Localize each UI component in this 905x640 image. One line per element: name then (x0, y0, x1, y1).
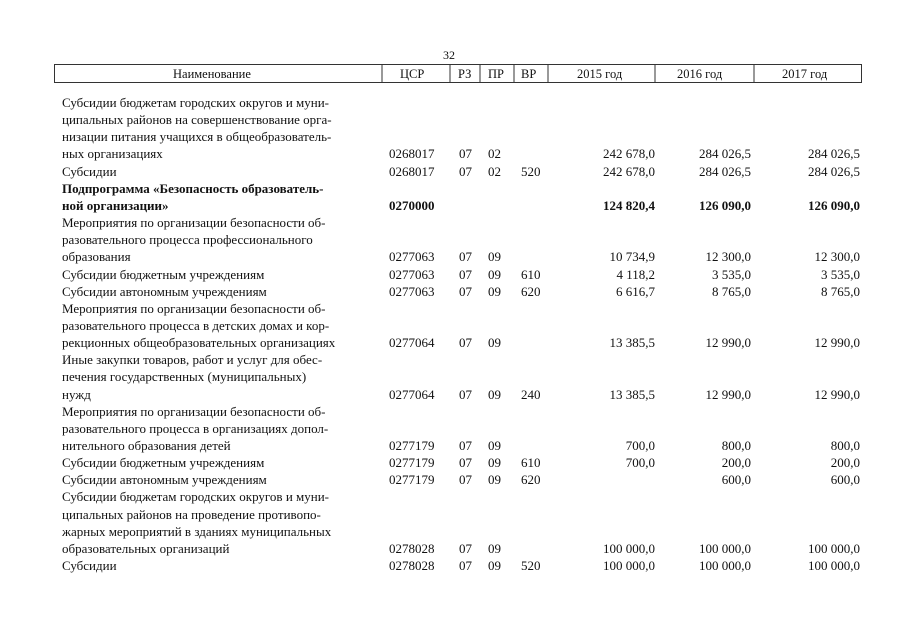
row-2017: 3 535,0 (821, 266, 860, 282)
row-rz: 07 (459, 558, 472, 574)
row-name: печения государственных (муниципальных) (62, 369, 307, 385)
table-row (0, 128, 905, 145)
table-row (0, 454, 905, 471)
row-rz: 07 (459, 540, 472, 556)
row-vr: 520 (521, 558, 541, 574)
table-row (0, 145, 905, 162)
row-2016: 12 300,0 (705, 249, 751, 265)
row-name: разовательного процесса в детских домах и кор- (62, 317, 330, 333)
table-row (0, 231, 905, 248)
row-csr: 0278028 (389, 540, 435, 556)
row-pr: 09 (488, 249, 501, 265)
row-2015: 13 385,5 (609, 335, 655, 351)
row-rz: 07 (459, 163, 472, 179)
table-row (0, 540, 905, 557)
row-pr: 09 (488, 266, 501, 282)
table-row (0, 351, 905, 368)
row-2016: 800,0 (721, 438, 751, 453)
row-pr: 09 (488, 472, 501, 488)
row-2017: 8 765,0 (821, 283, 860, 299)
row-2015: 124 820,4 (603, 197, 655, 213)
row-csr: 0277179 (389, 472, 435, 488)
row-csr: 0277064 (389, 335, 435, 351)
row-pr: 09 (488, 335, 501, 351)
row-2015: 100 000,0 (603, 558, 655, 574)
row-2017: 100 000,0 (808, 540, 860, 556)
row-2016: 200,0 (721, 455, 751, 471)
row-2016: 12 990,0 (705, 335, 751, 351)
row-name: разовательного процесса профессионального (62, 232, 313, 248)
row-name: Субсидии бюджетным учреждениям (62, 266, 265, 282)
row-name: нужд (62, 386, 91, 402)
row-rz: 07 (459, 146, 472, 162)
row-name: разовательного процесса в организациях допол- (62, 420, 329, 436)
header-name: Наименование (173, 67, 251, 81)
row-name: Субсидии автономным учреждениям (62, 472, 267, 488)
header-pr: ПР (488, 67, 504, 81)
table-row (0, 300, 905, 317)
row-2016: 284 026,5 (699, 163, 751, 179)
row-2016: 12 990,0 (705, 386, 751, 402)
table-row (0, 266, 905, 283)
row-2017: 12 990,0 (814, 335, 860, 351)
table-row (0, 111, 905, 128)
row-2015: 700,0 (625, 455, 655, 471)
row-2015: 6 616,7 (616, 283, 655, 299)
row-2017: 600,0 (830, 472, 860, 488)
row-name: Субсидии бюджетным учреждениям (62, 455, 265, 471)
row-2015: 242 678,0 (603, 163, 655, 179)
row-name: Субсидии (62, 558, 117, 574)
row-pr: 09 (488, 455, 501, 471)
row-rz: 07 (459, 266, 472, 282)
page-number: 32 (443, 48, 455, 62)
row-name: Субсидии бюджетам городских округов и муни- (62, 489, 330, 505)
row-2016: 100 000,0 (699, 540, 751, 556)
table-row (0, 334, 905, 351)
header-2017: 2017 год (782, 67, 828, 81)
row-2017: 126 090,0 (808, 197, 860, 213)
row-csr: 0268017 (389, 163, 435, 179)
row-csr: 0277179 (389, 438, 435, 453)
row-rz: 07 (459, 283, 472, 299)
row-csr: 0277063 (389, 283, 435, 299)
row-2016: 284 026,5 (699, 146, 751, 162)
table-row (0, 403, 905, 420)
table-row (0, 197, 905, 214)
row-2017: 100 000,0 (808, 558, 860, 574)
row-2015: 700,0 (625, 438, 655, 453)
row-pr: 09 (488, 283, 501, 299)
row-name: жарных мероприятий в зданиях муниципальных (62, 523, 332, 539)
table-row (0, 180, 905, 197)
row-2017: 800,0 (830, 438, 860, 453)
row-pr: 02 (488, 163, 501, 179)
row-2016: 8 765,0 (712, 283, 751, 299)
row-name: образовательных организаций (62, 540, 230, 556)
header-csr: ЦСР (400, 67, 425, 81)
row-2015: 10 734,9 (609, 249, 655, 265)
table-row (0, 214, 905, 231)
row-csr: 0277063 (389, 266, 435, 282)
row-rz: 07 (459, 472, 472, 488)
row-pr: 09 (488, 558, 501, 574)
row-vr: 610 (521, 266, 541, 282)
table-row (0, 248, 905, 265)
row-name: Мероприятия по организации безопасности об- (62, 215, 326, 231)
row-name: Субсидии (62, 163, 117, 179)
row-pr: 09 (488, 540, 501, 556)
row-name: Субсидии автономным учреждениям (62, 283, 267, 299)
table-row (0, 317, 905, 334)
table-row (0, 420, 905, 437)
table-header (54, 64, 862, 83)
row-name: ципальных районов на совершенствование орга- (62, 112, 332, 128)
row-vr: 610 (521, 455, 541, 471)
row-2015: 4 118,2 (616, 266, 655, 282)
row-vr: 620 (521, 472, 541, 488)
row-2017: 284 026,5 (808, 163, 860, 179)
row-csr: 0268017 (389, 146, 435, 162)
row-name: рекционных общеобразовательных организациях (62, 335, 336, 351)
table-row (0, 523, 905, 540)
row-rz: 07 (459, 386, 472, 402)
table-row (0, 471, 905, 488)
header-2015: 2015 год (577, 67, 623, 81)
table-row (0, 557, 905, 574)
row-csr: 0277064 (389, 386, 435, 402)
row-2015: 13 385,5 (609, 386, 655, 402)
row-2016: 126 090,0 (699, 197, 751, 213)
header-rz: РЗ (458, 67, 472, 81)
row-pr: 09 (488, 438, 501, 453)
row-vr: 520 (521, 163, 541, 179)
table-row (0, 488, 905, 505)
row-csr: 0270000 (389, 197, 435, 213)
row-rz: 07 (459, 249, 472, 265)
table-row (0, 386, 905, 403)
table-row (0, 437, 905, 454)
row-name: ных организациях (62, 146, 163, 162)
row-vr: 620 (521, 283, 541, 299)
row-name: Иные закупки товаров, работ и услуг для обес- (62, 352, 323, 368)
row-2017: 284 026,5 (808, 146, 860, 162)
row-name: ципальных районов на проведение противопо- (62, 506, 321, 522)
row-rz: 07 (459, 335, 472, 351)
table-row (0, 163, 905, 180)
table-row (0, 283, 905, 300)
table-row (0, 94, 905, 111)
row-2015: 242 678,0 (603, 146, 655, 162)
row-pr: 02 (488, 146, 501, 162)
row-2017: 12 300,0 (814, 249, 860, 265)
row-csr: 0277179 (389, 455, 435, 471)
row-rz: 07 (459, 455, 472, 471)
row-name: ной организации» (62, 197, 169, 213)
row-name: Субсидии бюджетам городских округов и муни- (62, 95, 330, 110)
row-2017: 200,0 (830, 455, 860, 471)
table-row (0, 506, 905, 523)
row-name: низации питания учащихся в общеобразователь- (62, 129, 332, 145)
row-2016: 100 000,0 (699, 558, 751, 574)
row-name: нительного образования детей (62, 438, 231, 453)
row-name: образования (62, 249, 131, 265)
table-row (0, 368, 905, 385)
row-name: Мероприятия по организации безопасности об- (62, 403, 326, 419)
row-2016: 600,0 (721, 472, 751, 488)
row-name: Мероприятия по организации безопасности об- (62, 300, 326, 316)
header-vr: ВР (521, 67, 537, 81)
row-2017: 12 990,0 (814, 386, 860, 402)
row-2016: 3 535,0 (712, 266, 751, 282)
row-2015: 100 000,0 (603, 540, 655, 556)
row-name: Подпрограмма «Безопасность образователь- (62, 180, 324, 196)
header-2016: 2016 год (677, 67, 723, 81)
row-vr: 240 (521, 386, 541, 402)
row-csr: 0277063 (389, 249, 435, 265)
row-csr: 0278028 (389, 558, 435, 574)
row-rz: 07 (459, 438, 472, 453)
row-pr: 09 (488, 386, 501, 402)
